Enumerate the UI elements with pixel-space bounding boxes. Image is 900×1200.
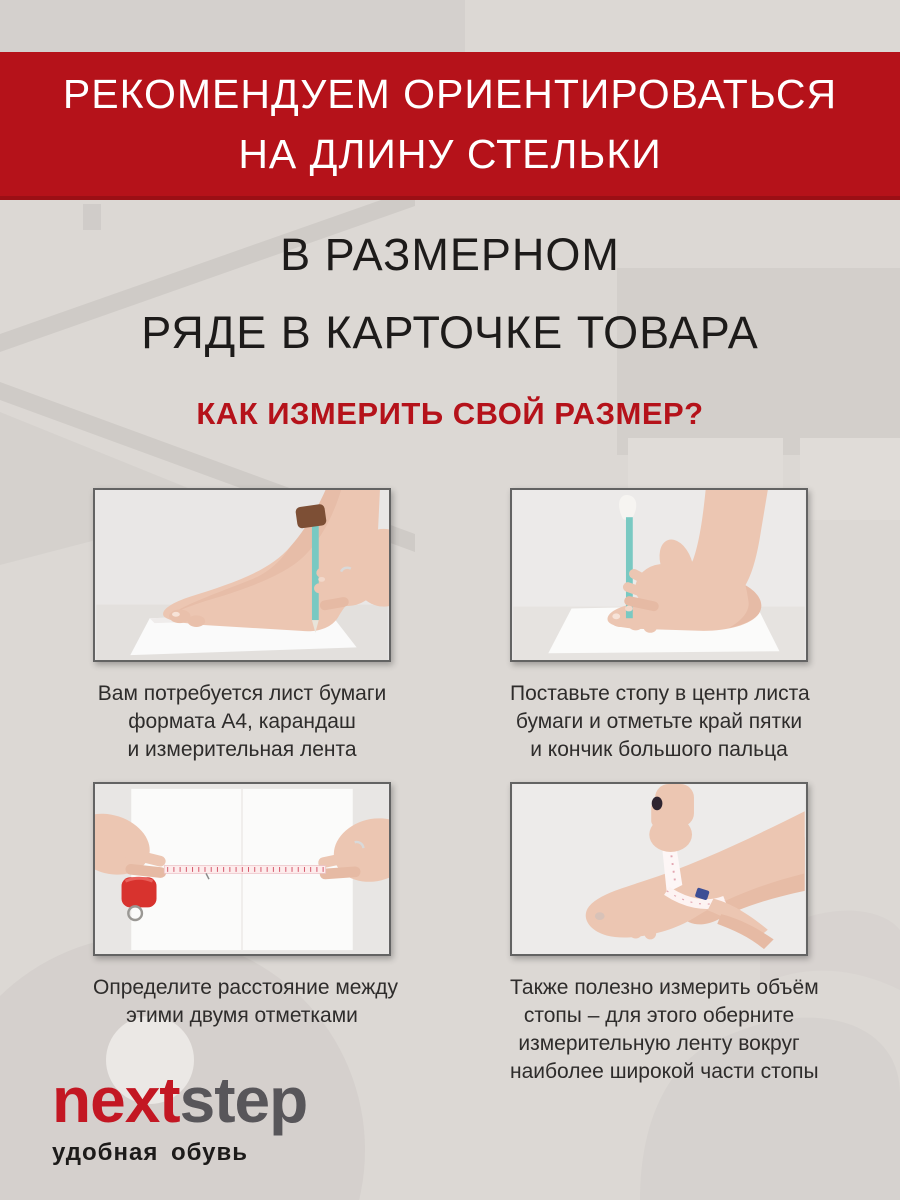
foot-with-pencil-at-heel-illustration	[95, 490, 389, 660]
measuring-tape-on-paper-illustration	[95, 784, 389, 954]
page-title-line-1: В РАЗМЕРНОМ	[280, 229, 620, 280]
step-1-caption: Вам потребуется лист бумаги формата А4, карандаш и измерительная лента	[97, 682, 387, 761]
top-banner	[0, 52, 900, 200]
step-4-photo	[510, 782, 808, 956]
banner-line-1: РЕКОМЕНДУЕМ ОРИЕНТИРОВАТЬСЯ	[62, 71, 838, 117]
step-2-photo	[510, 488, 808, 662]
brand-logo	[52, 1064, 308, 1167]
step-2	[510, 488, 808, 764]
step-3-photo	[93, 782, 391, 956]
step-1	[93, 488, 391, 764]
brand-logo-wordmark	[52, 1064, 308, 1136]
page-title-line-2: РЯДЕ В КАРТОЧКЕ ТОВАРА	[141, 307, 759, 358]
tape-around-foot-illustration	[512, 784, 806, 954]
foot-with-pencil-at-toe-illustration	[512, 490, 806, 660]
brand-logo-step: step	[179, 1064, 308, 1136]
step-2-caption: Поставьте стопу в центр листа бумаги и отметьте край пятки и кончик большого пальца	[510, 682, 810, 761]
brand-tagline: удобная обувь	[52, 1139, 249, 1166]
step-3	[93, 782, 399, 1030]
section-subtitle: КАК ИЗМЕРИТЬ СВОЙ РАЗМЕР?	[196, 396, 704, 431]
step-4-caption: Также полезно измерить объём стопы – для этого оберните измерительную ленту вокруг наиболее широкой части стопы	[510, 976, 819, 1083]
banner-line-2: НА ДЛИНУ СТЕЛЬКИ	[238, 131, 662, 177]
brand-logo-next: next	[52, 1064, 180, 1136]
step-1-photo	[93, 488, 391, 662]
step-4	[510, 782, 819, 1086]
step-3-caption: Определите расстояние между этими двумя отметками	[93, 976, 399, 1027]
page-title	[0, 216, 900, 372]
